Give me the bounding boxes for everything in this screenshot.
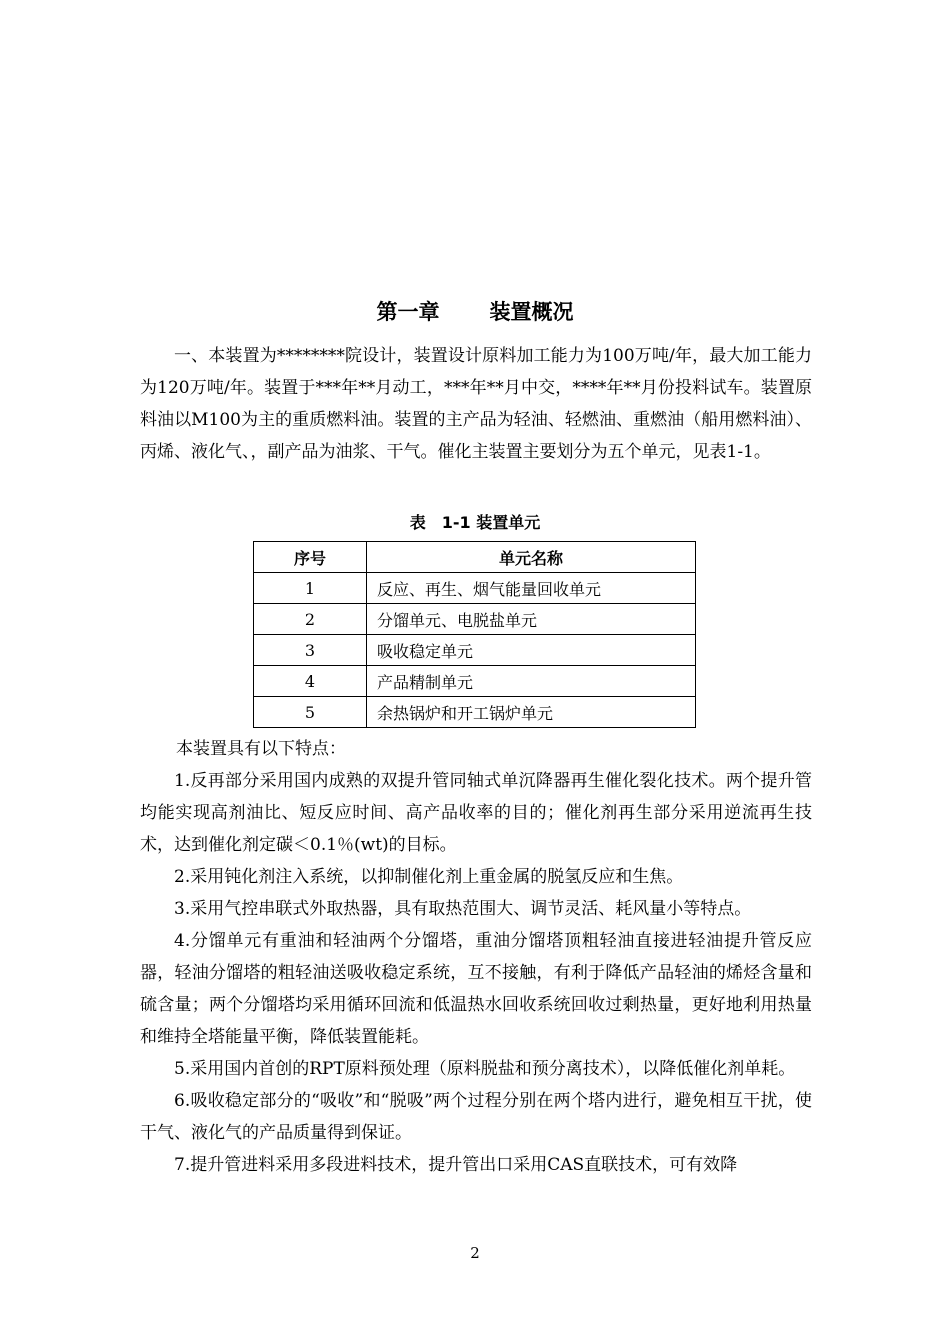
chapter-number: 第一章 (376, 300, 440, 324)
row-number: 2 (254, 604, 367, 635)
header-serial: 序号 (254, 542, 367, 573)
row-number: 5 (254, 697, 367, 728)
table-header-row (254, 542, 696, 573)
feature-item: 3.采用气控串联式外取热器，具有取热范围大、调节灵活、耗风量小等特点。 (174, 899, 752, 919)
page-number: 2 (470, 1244, 480, 1262)
chapter-title (0, 296, 950, 328)
feature-item: 4.分馏单元有重油和轻油两个分馏塔，重油分馏塔顶粗轻油直接进轻油提升管反应器，轻油分馏塔的粗轻油送吸收稳定系统，互不接触，有利于降低产品轻油的烯烃含量和硫含量；两个分馏塔均采用循环回流和低温热水回收系统回收过剩热量，更好地利用热量和维持全塔能量平衡，降低装置能耗。 (140, 931, 812, 1047)
features-intro: 本装置具有以下特点： (176, 739, 346, 759)
row-unit-name: 余热锅炉和开工锅炉单元 (367, 697, 696, 728)
units-table (253, 541, 696, 728)
feature-item: 7.提升管进料采用多段进料技术，提升管出口采用CAS直联技术，可有效降 (174, 1155, 738, 1175)
row-number: 3 (254, 635, 367, 666)
row-unit-name: 分馏单元、电脱盐单元 (367, 604, 696, 635)
intro-paragraph: 一、本装置为********院设计，装置设计原料加工能力为100万吨/年，最大加工能力为120万吨/年。装置于***年**月动工，***年**月中交，****年**月份投料试车。装置原料油以M100为主的重质燃料油。装置的主产品为轻油、轻燃油、重燃油（船用燃料油）、丙烯、液化气、，副产品为油浆、干气。催化主装置主要划分为五个单元，见表1-1。 (140, 346, 812, 462)
row-unit-name: 吸收稳定单元 (367, 635, 696, 666)
feature-item: 2.采用钝化剂注入系统，以抑制催化剂上重金属的脱氢反应和生焦。 (174, 867, 684, 887)
feature-item: 6.吸收稳定部分的“吸收”和“脱吸”两个过程分别在两个塔内进行，避免相互干扰，使干气、液化气的产品质量得到保证。 (140, 1091, 812, 1143)
intro-section (140, 340, 812, 468)
table-caption: 表 1-1 装置单元 (409, 513, 541, 532)
table-row (254, 697, 696, 728)
chapter-name: 装置概况 (489, 300, 574, 324)
features-section (140, 733, 812, 1181)
row-number: 4 (254, 666, 367, 697)
table-row (254, 604, 696, 635)
row-unit-name: 产品精制单元 (367, 666, 696, 697)
row-unit-name: 反应、再生、烟气能量回收单元 (367, 573, 696, 604)
row-number: 1 (254, 573, 367, 604)
table-row (254, 573, 696, 604)
header-unit-name: 单元名称 (367, 542, 696, 573)
feature-item: 5.采用国内首创的RPT原料预处理（原料脱盐和预分离技术），以降低催化剂单耗。 (174, 1059, 796, 1079)
feature-item: 1.反再部分采用国内成熟的双提升管同轴式单沉降器再生催化裂化技术。两个提升管均能实现高剂油比、短反应时间、高产品收率的目的；催化剂再生部分采用逆流再生技术，达到催化剂定碳＜0.1％(wt)的目标。 (140, 771, 812, 855)
table-row (254, 635, 696, 666)
table-row (254, 666, 696, 697)
